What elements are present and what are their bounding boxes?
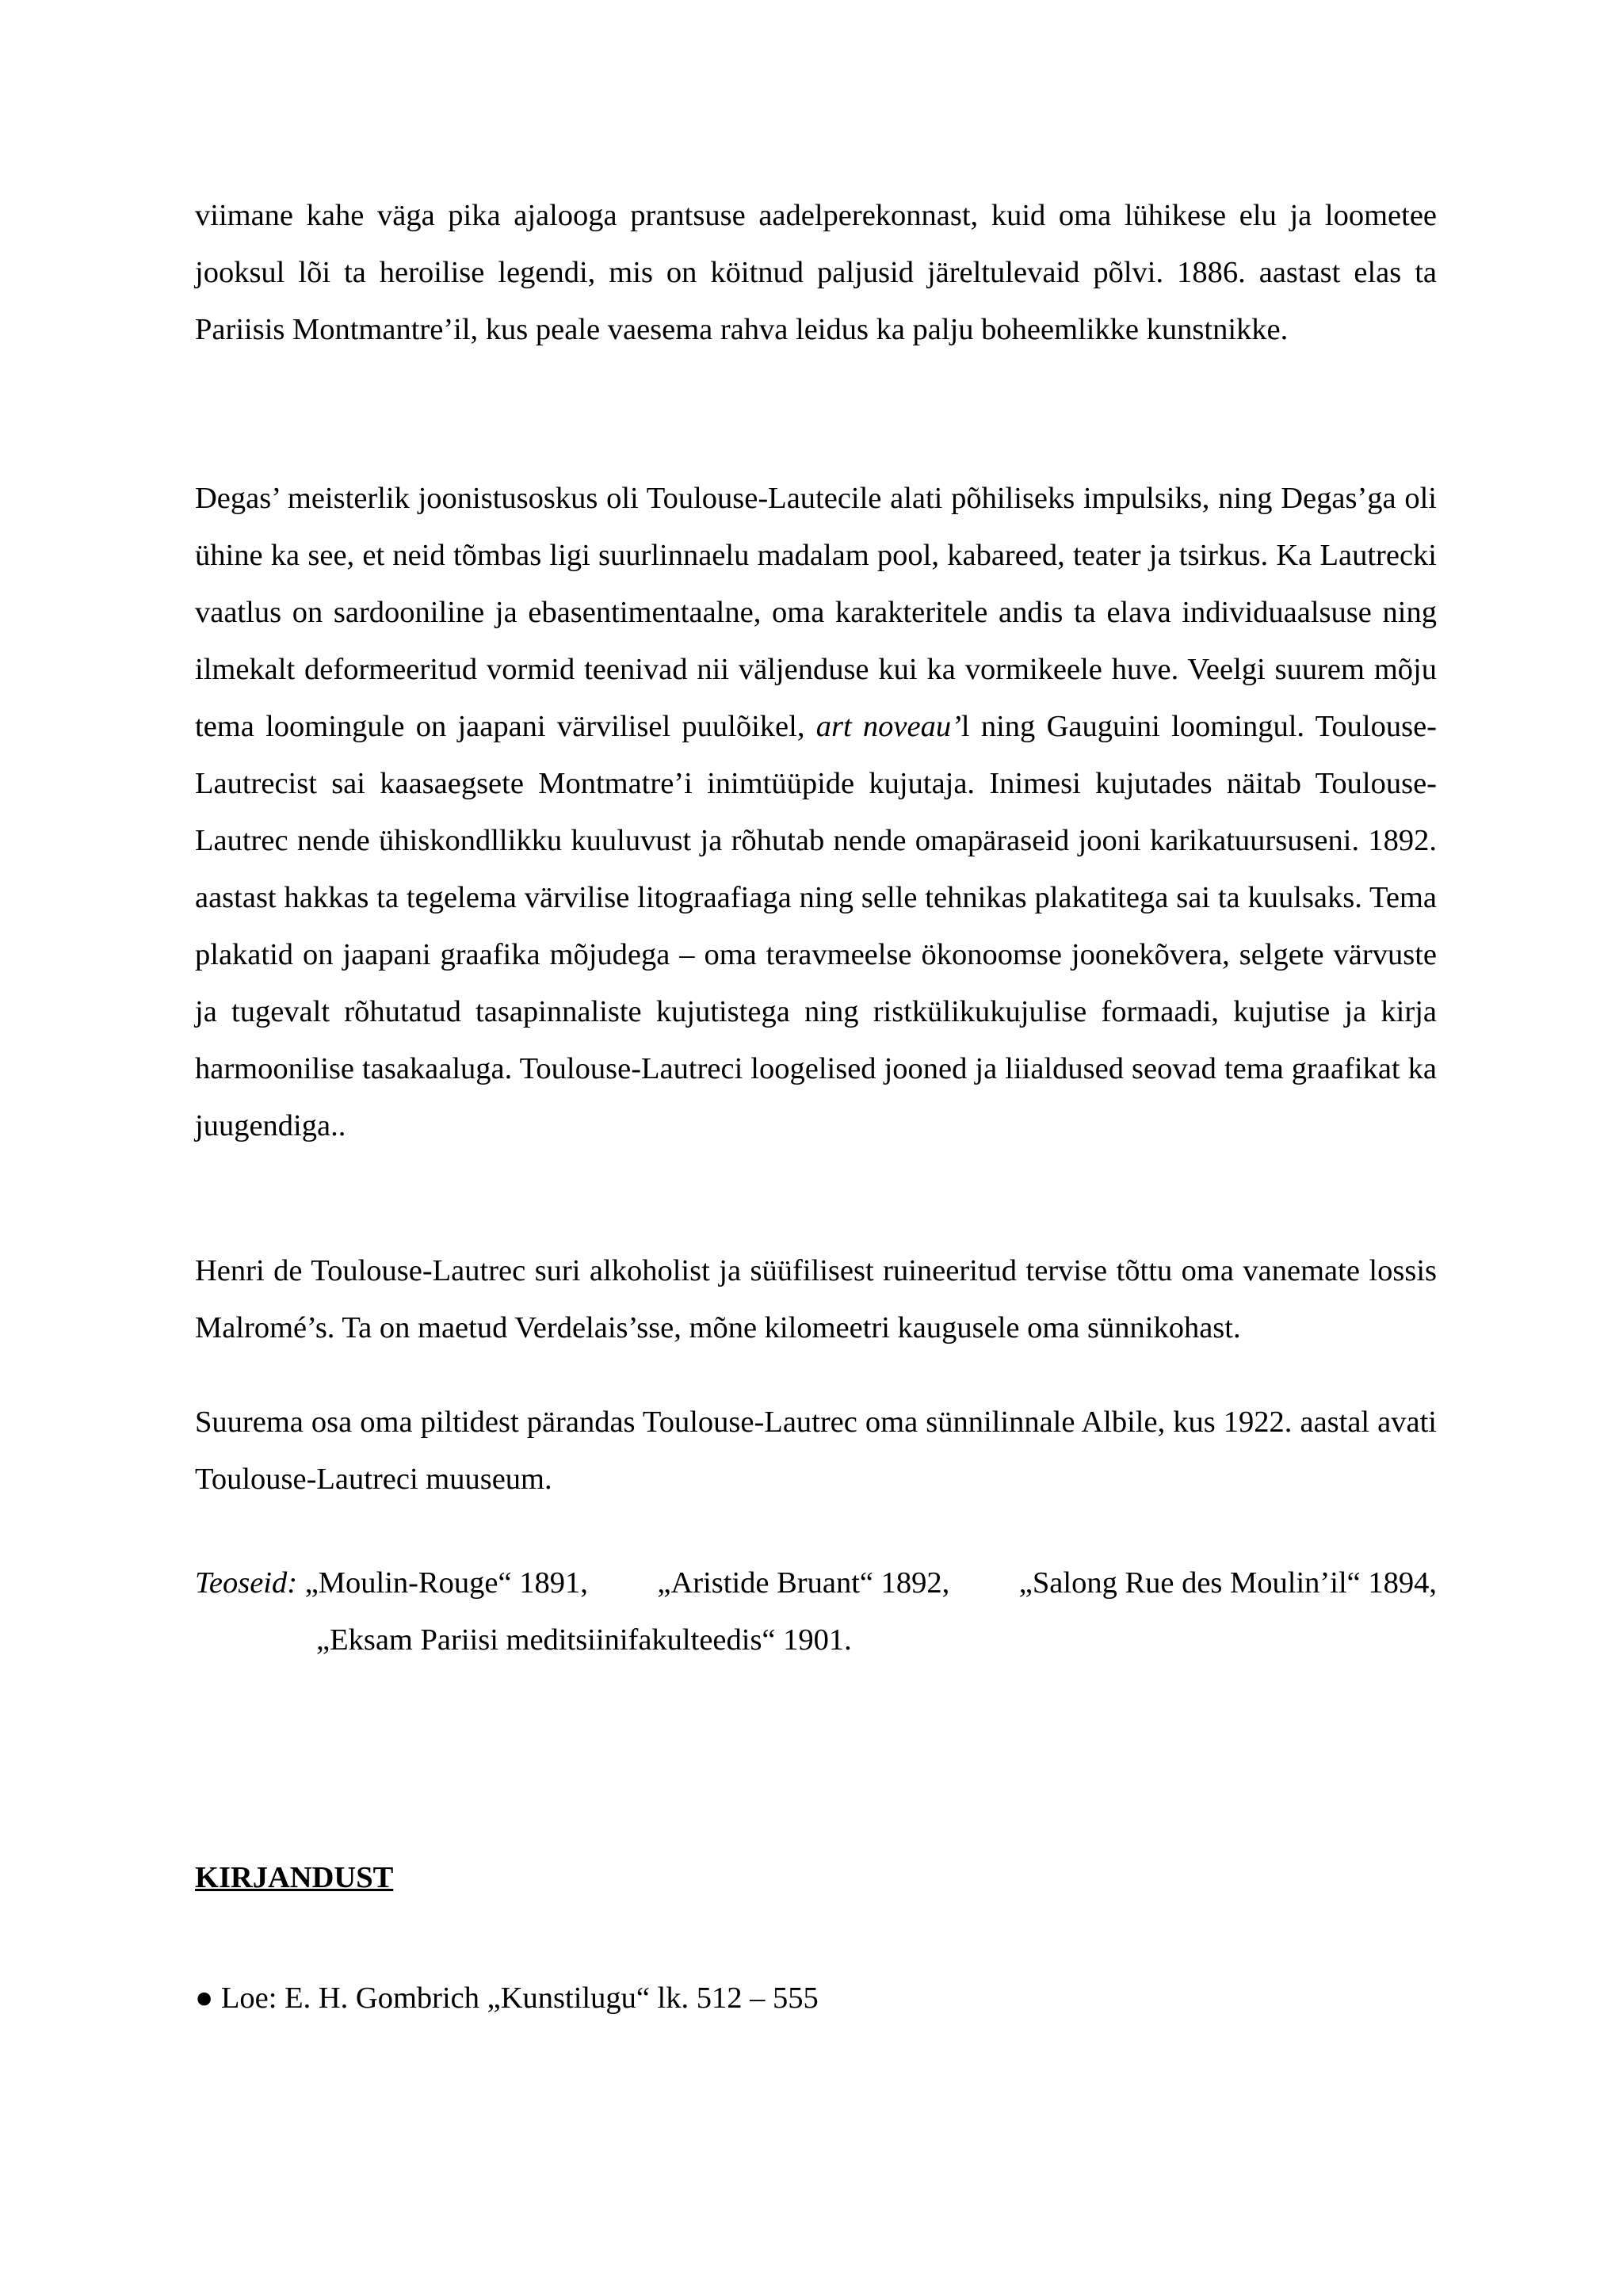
italic-term: art noveau’ [815, 710, 961, 743]
paragraph-text: viimane kahe väga pika ajalooga prantsuse aadelperekonnast, kuid oma lühikese elu ja loometee jooksul lõi ta heroilise legendi, mis on köitnud paljusid järeltulevaid põlvi. 1886. aastast elas ta Pariisis Montmantre’il, kus peale vaesema rahva leidus ka palju boheemlikke kunstnikke. [195, 199, 1437, 346]
reference-item [195, 1978, 819, 2018]
bullet-icon: ● [195, 1981, 214, 2015]
section-heading-literature: KIRJANDUST [195, 1861, 394, 1894]
works-label: Teoseid: [195, 1566, 298, 1600]
work-item: „Salong Rue des Moulin’il“ 1894, [1018, 1566, 1437, 1600]
paragraph-text: Suurema osa oma piltidest pärandas Toulouse-Lautrec oma sünnilinnale Albile, kus 1922. aastal avati Toulouse-Lautreci muuseum. [195, 1405, 1437, 1496]
works-label-group [195, 1554, 588, 1611]
paragraph-text: l ning Gauguini loomingul. Toulouse-Lautrecist sai kaasaegsete Montmatre’i inimtüüpide kujutaja. Inimesi kujutades näitab Toulouse-Lautrec nende ühiskondllikku kuuluvust ja rõhutab nende omapäraseid jooni karikatuursuseni. 1892. aastast hakkas ta tegelema värvilise litograafiaga ning selle tehnikas plakatitega sai ta kuulsaks. Tema plakatid on jaapani graafika mõjudega – oma teravmeelse ökonoomse joonekõvera, selgete värvuste ja tugevalt rõhutatud tasapinnaliste kujutistega ning ristkülikukujulise formaadi, kujutise ja kirja harmoonilise tasakaaluga. Toulouse-Lautreci loogelised jooned ja liialdused seovad tema graafikat ka juugendiga.. [195, 710, 1437, 1142]
paragraph-influences [195, 470, 1437, 1154]
paragraph-text: Henri de Toulouse-Lautrec suri alkoholist ja süüfilisest ruineeritud tervise tõttu oma vanemate lossis Malromé’s. Ta on maetud Verdelais’sse, mõne kilomeetri kaugusele oma sünnikohast. [195, 1254, 1437, 1344]
paragraph-death [195, 1242, 1437, 1356]
paragraph-biography [195, 187, 1437, 358]
works-list [195, 1554, 1437, 1669]
reference-text: Loe: E. H. Gombrich „Kunstilugu“ lk. 512 – 555 [220, 1981, 819, 2015]
work-item: „Aristide Bruant“ 1892, [657, 1566, 950, 1600]
paragraph-text: Degas’ meisterlik joonistusoskus oli Toulouse-Lautecile alati põhiliseks impulsiks, ning Degas’ga oli ühine ka see, et neid tõmbas ligi suurlinnaelu madalam pool, kabareed, teater ja tsirkus. Ka Lautrecki vaatlus on sardooniline ja ebasentimentaalne, oma karakteritele andis ta elava individuaalsuse ning ilmekalt deformeeritud vormid teenivad nii väljenduse kui ka vormikeele huve. Veelgi suurem mõju tema loomingule on jaapani värvilisel puulõikel, [195, 482, 1437, 743]
paragraph-museum [195, 1394, 1437, 1508]
work-item: „Eksam Pariisi meditsiinifakulteedis“ 1901. [316, 1623, 852, 1657]
work-item: „Moulin-Rouge“ 1891, [304, 1566, 588, 1600]
